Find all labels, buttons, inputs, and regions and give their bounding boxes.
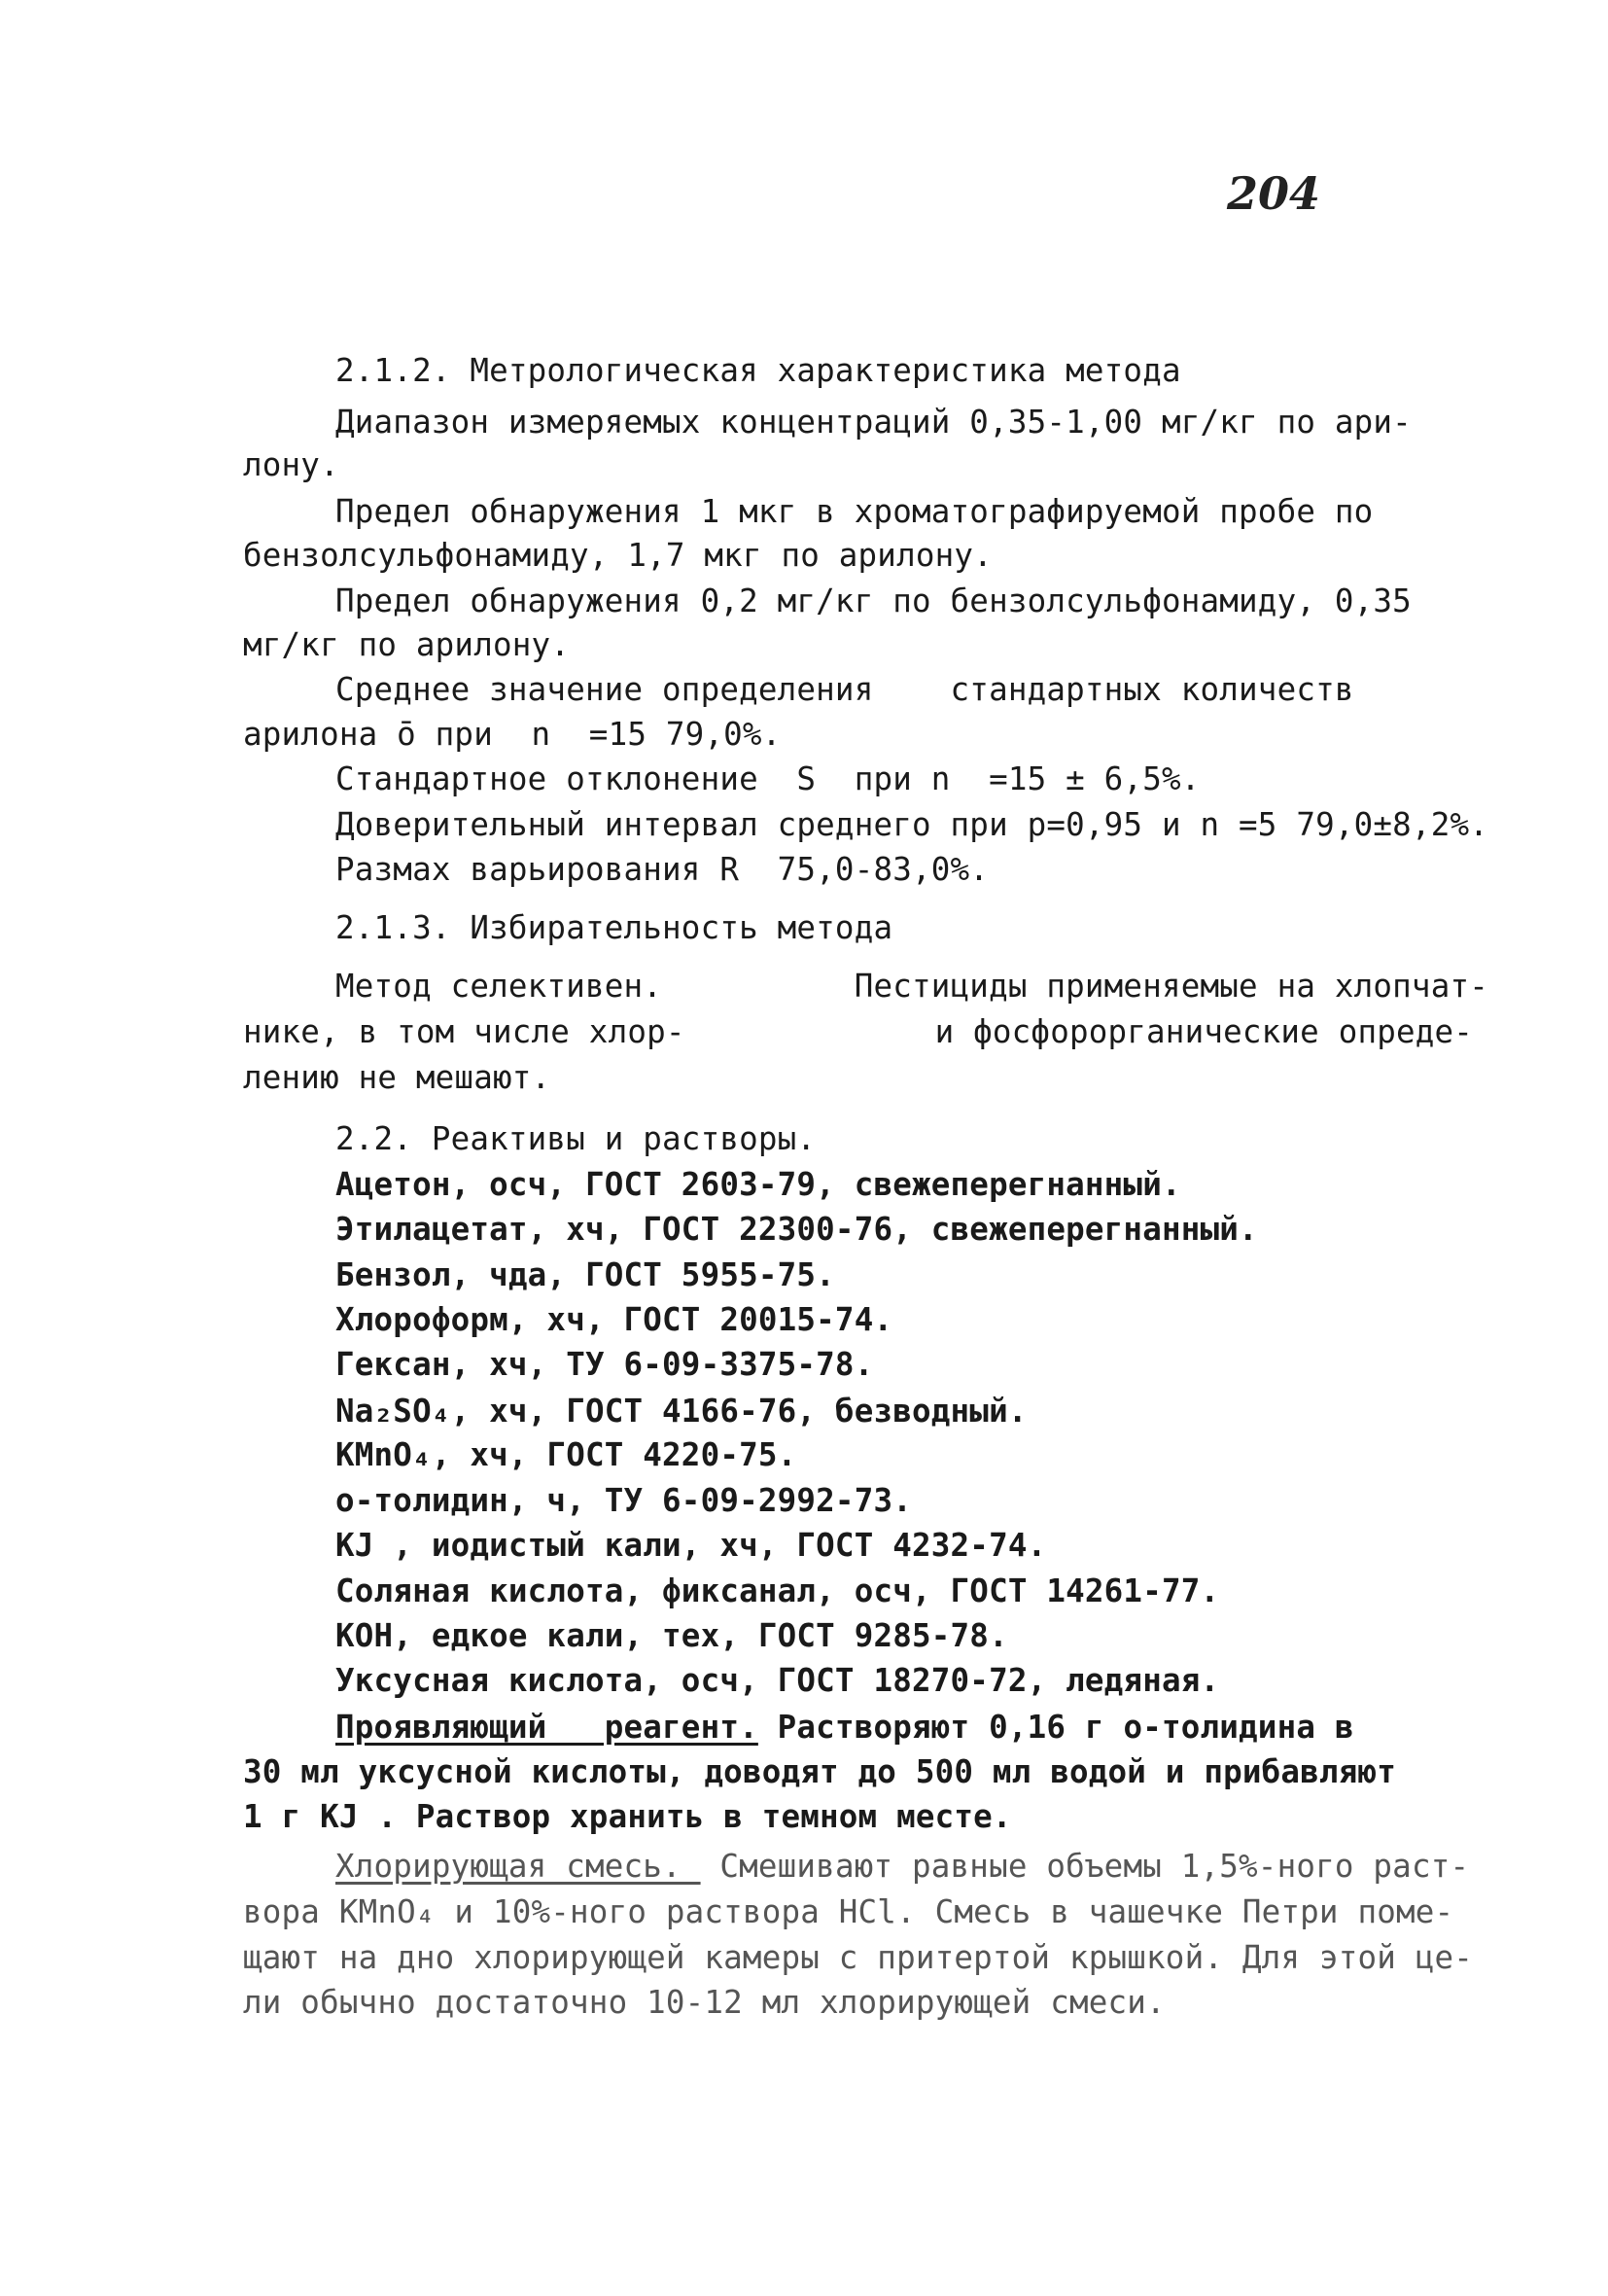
developer-reagent-line-1	[335, 1709, 1354, 1746]
reagent-item: Бензол, чда, ГОСТ 5955-75.	[335, 1256, 835, 1293]
selectivity-line-3: лению не мешают.	[243, 1059, 551, 1096]
detection-limit-2-line-1: Предел обнаружения 0,2 мг/кг по бензолсульфонамиду, 0,35	[335, 583, 1412, 619]
selectivity-line-2: нике, в том числе хлор- и фосфорорганические опреде-	[243, 1013, 1474, 1050]
chlorinating-mixture-line-1	[335, 1848, 1470, 1885]
reagent-item: Этилацетат, хч, ГОСТ 22300-76, свежеперегнанный.	[335, 1211, 1258, 1248]
reagent-item: Ацетон, осч, ГОСТ 2603-79, свежеперегнанный.	[335, 1166, 1181, 1203]
developer-reagent-text: Растворяют 0,16 г о-толидина в	[757, 1709, 1354, 1746]
mean-value-line-2: арилона ō при n =15 79,0%.	[243, 716, 782, 753]
reagent-item: Уксусная кислота, осч, ГОСТ 18270-72, ледяная.	[335, 1662, 1220, 1699]
developer-reagent-line-3: 1 г KJ . Раствор хранить в темном месте.	[243, 1798, 1012, 1835]
standard-deviation: Стандартное отклонение S при n =15 ± 6,5%.	[335, 760, 1201, 797]
selectivity-line-1: Метод селективен. Пестициды применяемые на хлопчат-	[335, 968, 1488, 1005]
variation-range: Размах варьирования R 75,0-83,0%.	[335, 851, 990, 888]
detection-limit-1-line-2: бензолсульфонамиду, 1,7 мкг по арилону.	[243, 537, 993, 574]
page-number: 204	[1227, 167, 1321, 220]
concentration-range-line-1: Диапазон измеряемых концентраций 0,35-1,00 мг/кг по ари-	[335, 404, 1412, 441]
reagent-item: KOH, едкое кали, тех, ГОСТ 9285-78.	[335, 1617, 1008, 1654]
confidence-interval: Доверительный интервал среднего при p=0,95 и n =5 79,0±8,2%.	[335, 806, 1488, 843]
chlorinating-mixture-text: Смешивают равные объемы 1,5%-ного раст-	[700, 1848, 1470, 1885]
chlorinating-mixture-line-2: вора KMnO₄ и 10%-ного раствора HCl. Смесь в чашечке Петри поме-	[243, 1893, 1454, 1930]
detection-limit-2-line-2: мг/кг по арилону.	[243, 626, 571, 663]
mean-value-line-1: Среднее значение определения стандартных количеств	[335, 671, 1354, 708]
chlorinating-mixture-term: Хлорирующая смесь._	[335, 1848, 701, 1885]
reagent-item: KMnO₄, хч, ГОСТ 4220-75.	[335, 1436, 797, 1473]
reagent-item: Гексан, хч, ТУ 6-09-3375-78.	[335, 1346, 874, 1383]
section-heading-2-1-2: 2.1.2. Метрологическая характеристика метода	[335, 352, 1181, 389]
reagent-item: Na₂SO₄, хч, ГОСТ 4166-76, безводный.	[335, 1393, 1028, 1430]
section-heading-2-2: 2.2. Реактивы и растворы.	[335, 1120, 817, 1157]
reagent-item: Хлороформ, хч, ГОСТ 20015-74.	[335, 1301, 893, 1338]
chlorinating-mixture-line-3: щают на дно хлорирующей камеры с притертой крышкой. Для этой це-	[243, 1939, 1474, 1976]
concentration-range-line-2: лону.	[243, 446, 339, 483]
developer-reagent-term: Проявляющий _ реагент.	[335, 1709, 758, 1746]
chlorinating-mixture-line-4: ли обычно достаточно 10-12 мл хлорирующей смеси.	[243, 1984, 1166, 2021]
reagent-item: о-толидин, ч, ТУ 6-09-2992-73.	[335, 1482, 912, 1519]
developer-reagent-line-2: 30 мл уксусной кислоты, доводят до 500 мл водой и прибавляют	[243, 1753, 1396, 1790]
detection-limit-1-line-1: Предел обнаружения 1 мкг в хроматографируемой пробе по	[335, 493, 1374, 530]
reagent-item: Соляная кислота, фиксанал, осч, ГОСТ 14261-77.	[335, 1572, 1220, 1609]
reagent-item: KJ , иодистый кали, хч, ГОСТ 4232-74.	[335, 1527, 1047, 1564]
section-heading-2-1-3: 2.1.3. Избирательность метода	[335, 909, 893, 946]
